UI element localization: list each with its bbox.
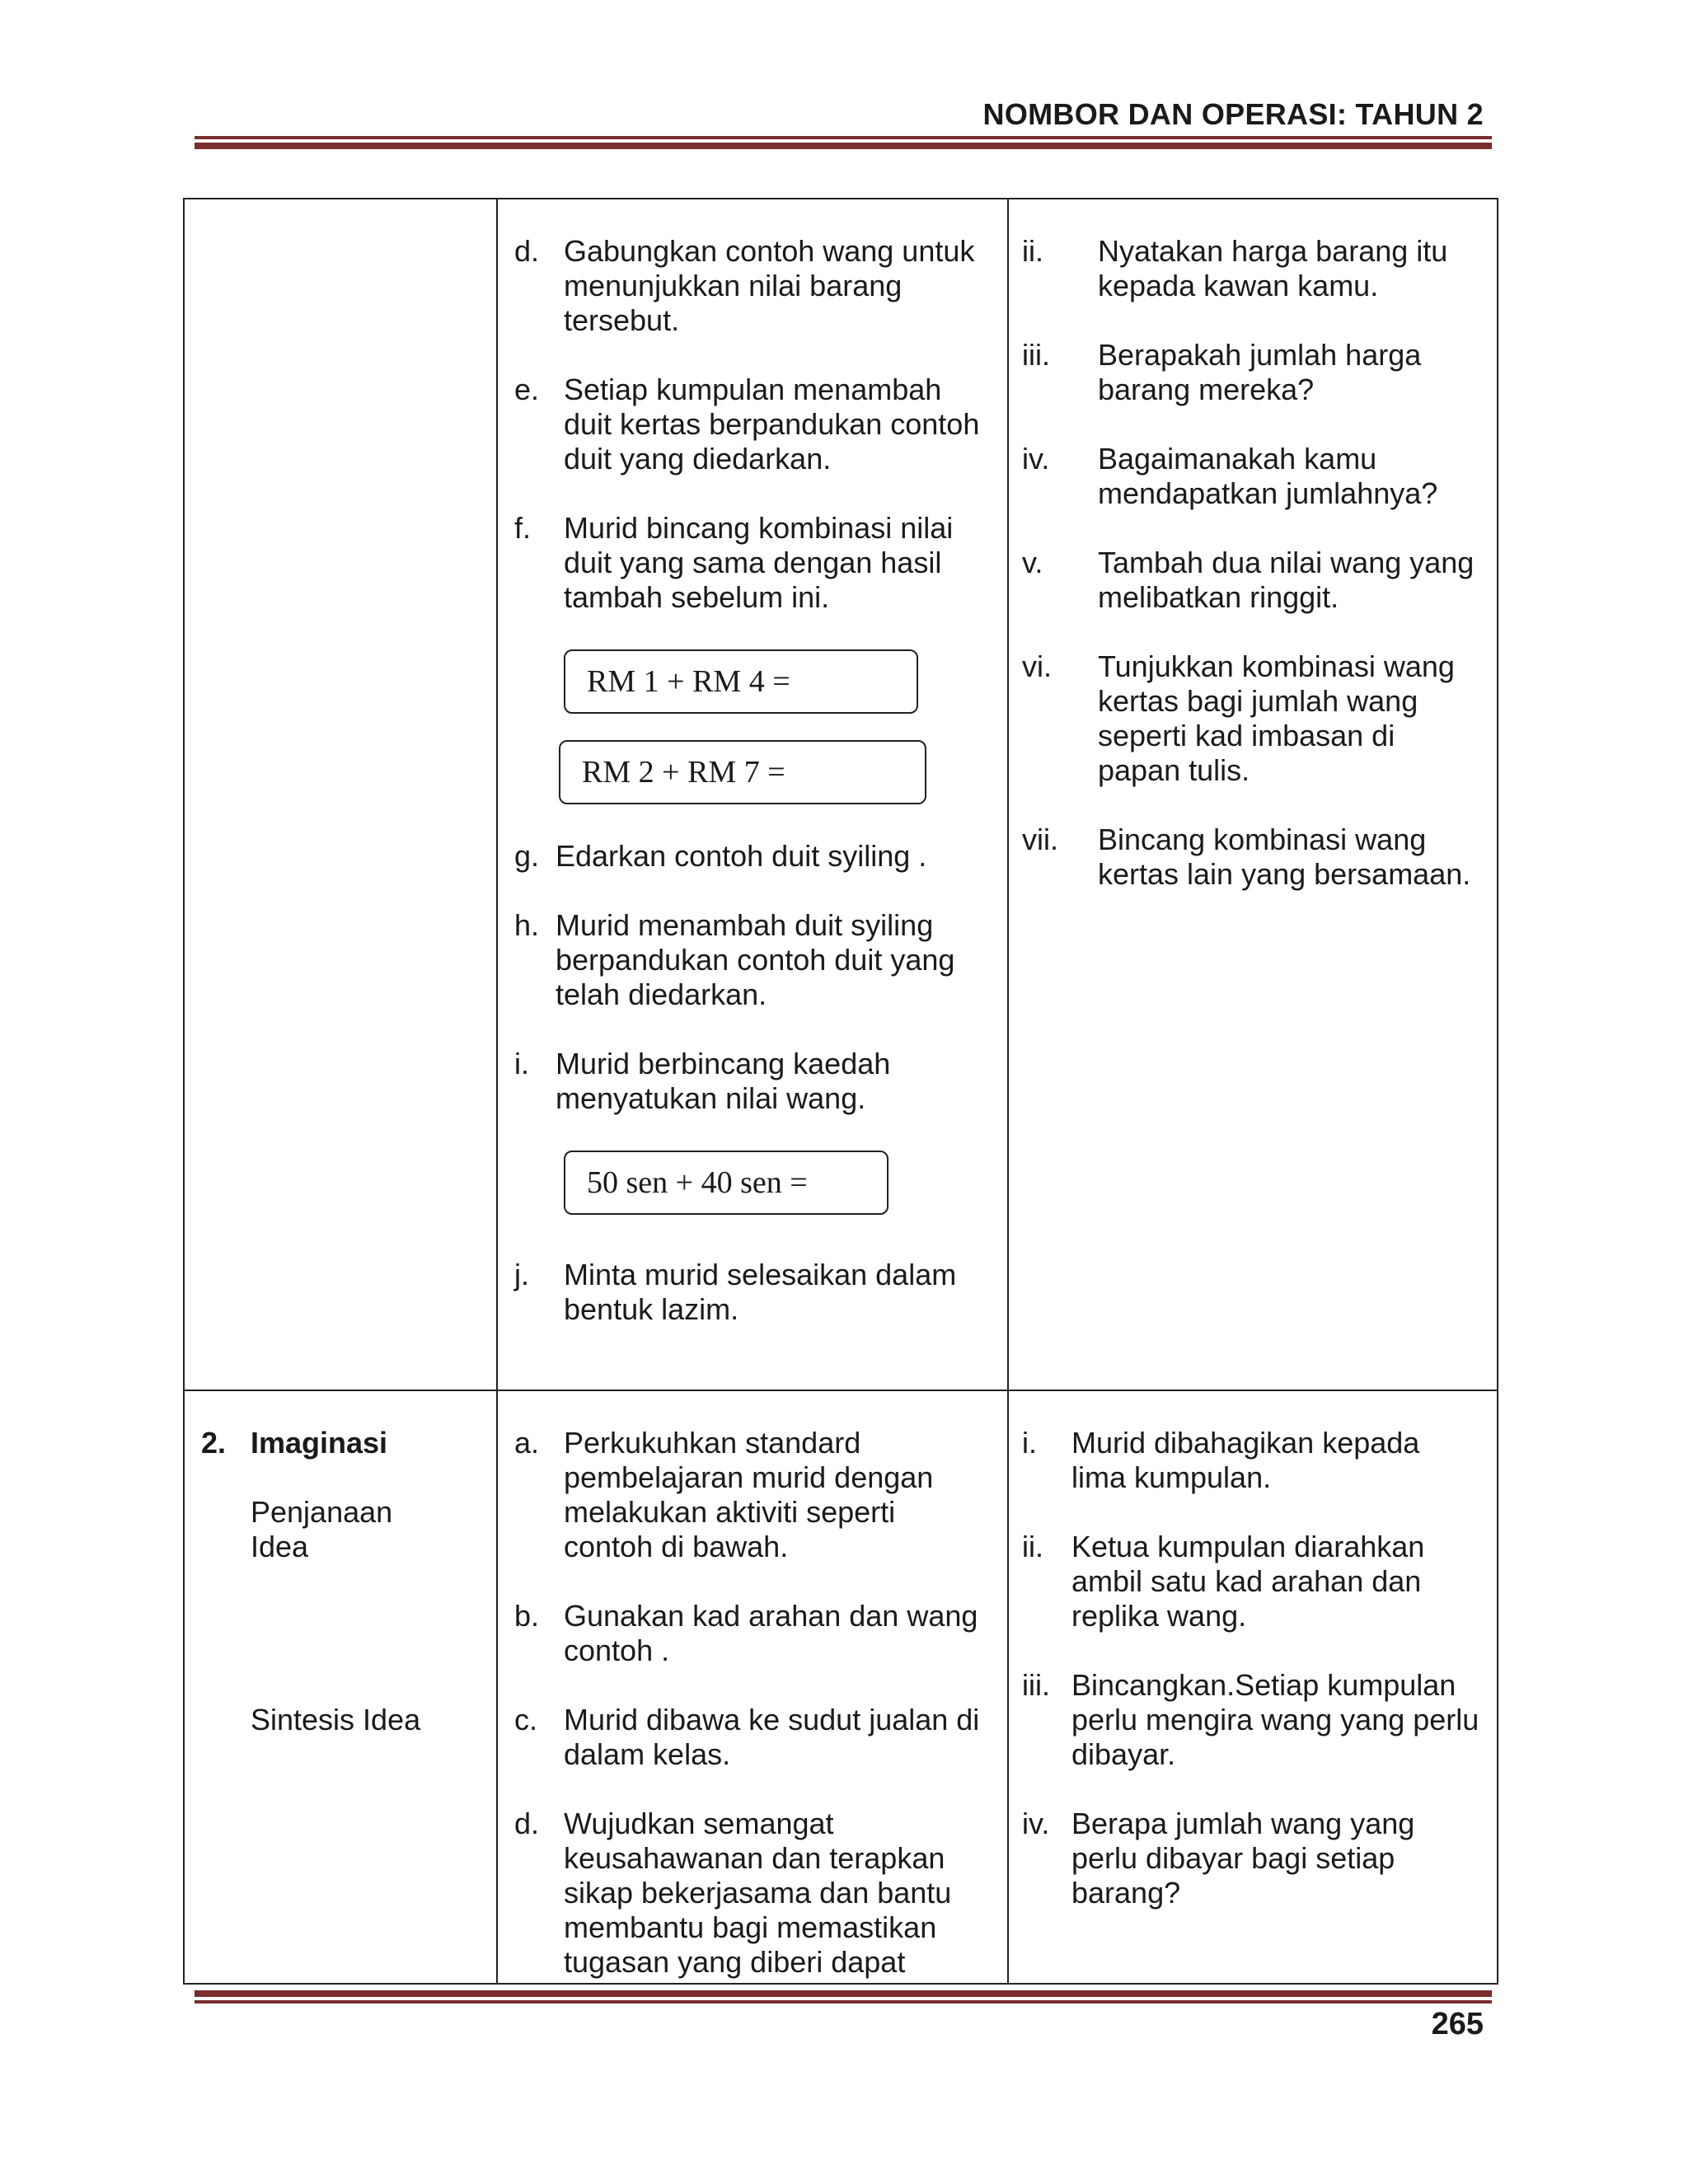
list-item: d. Gabungkan contoh wang untuk menunjukkan nilai barang tersebut. — [514, 234, 975, 337]
table-cell-questions — [1008, 1390, 1498, 1984]
list-item: iii. Berapakah jumlah harga barang mereka? — [1022, 338, 1422, 406]
list-item: vii. Bincang kombinasi wang kertas lain yang bersamaan. — [1022, 823, 1471, 891]
equation-box: RM 2 + RM 7 = — [559, 740, 926, 804]
table-cell-questions — [1008, 199, 1498, 1390]
table-row — [184, 1390, 1498, 1984]
list-item: v. Tambah dua nilai wang yang melibatkan ringgit. — [1022, 546, 1475, 614]
list-item: iii. Bincangkan.Setiap kumpulan perlu mengira wang yang perlu dibayar. — [1022, 1668, 1479, 1771]
lesson-table — [183, 198, 1498, 1985]
equation-box: 50 sen + 40 sen = — [564, 1151, 889, 1215]
list-item: j. Minta murid selesaikan dalam bentuk lazim. — [514, 1258, 957, 1326]
list-item: a. Perkukuhkan standard pembelajaran murid dengan melakukan aktiviti seperti contoh di bawah. — [514, 1426, 934, 1563]
list-item: e. Setiap kumpulan menambah duit kertas berpandukan contoh duit yang diedarkan. — [514, 373, 980, 476]
list-item: iv. Bagaimanakah kamu mendapatkan jumlahnya? — [1022, 442, 1438, 510]
equation-box: RM 1 + RM 4 = — [564, 649, 918, 714]
list-item: g. Edarkan contoh duit syiling . — [514, 839, 927, 873]
table-cell-step — [184, 199, 497, 1390]
page-number: 265 — [1431, 2007, 1484, 2041]
table-cell-activities — [497, 1390, 1008, 1984]
header-rule — [195, 136, 1492, 149]
list-item: ii. Nyatakan harga barang itu kepada kawan kamu. — [1022, 234, 1448, 302]
step-sub-penjanaan: Penjanaan Idea — [251, 1495, 393, 1563]
table-cell-activities — [497, 199, 1008, 1390]
list-item: b. Gunakan kad arahan dan wang contoh . — [514, 1599, 978, 1667]
list-item: c. Murid dibawa ke sudut jualan di dalam kelas. — [514, 1703, 980, 1771]
step-sub-sintesis: Sintesis Idea — [251, 1703, 421, 1736]
table-cell-step — [184, 1390, 497, 1984]
list-item: ii. Ketua kumpulan diarahkan ambil satu kad arahan dan replika wang. — [1022, 1530, 1425, 1633]
list-item: iv. Berapa jumlah wang yang perlu dibayar bagi setiap barang? — [1022, 1807, 1415, 1910]
page-header-title: NOMBOR DAN OPERASI: TAHUN 2 — [982, 97, 1484, 131]
list-item: f. Murid bincang kombinasi nilai duit yang sama dengan hasil tambah sebelum ini. — [514, 511, 954, 614]
list-item: d. Wujudkan semangat keusahawanan dan terapkan sikap bekerjasama dan bantu membantu bagi memastikan tugasan yang diberi dapat — [514, 1807, 952, 1979]
footer-rule — [195, 1990, 1492, 2004]
list-item: i. Murid berbincang kaedah menyatukan nilai wang. — [514, 1047, 891, 1115]
step-heading: 2. Imaginasi — [201, 1426, 388, 1460]
list-item: h. Murid menambah duit syiling berpandukan contoh duit yang telah diedarkan. — [514, 908, 955, 1011]
table-row — [184, 199, 1498, 1390]
list-item: i. Murid dibahagikan kepada lima kumpulan. — [1022, 1426, 1420, 1494]
list-item: vi. Tunjukkan kombinasi wang kertas bagi jumlah wang seperti kad imbasan di papan tulis. — [1022, 649, 1455, 787]
